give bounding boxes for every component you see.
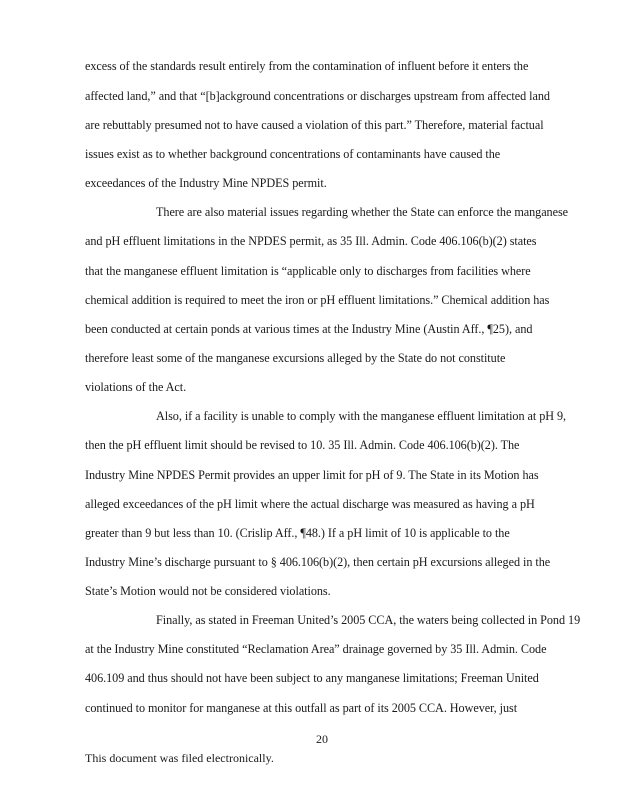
paragraph-2-line-1: There are also material issues regarding whether the State can enforce the manganese	[156, 205, 569, 219]
body-line-10: been conducted at certain ponds at various times at the Industry Mine (Austin Aff., ¶25), and	[85, 322, 533, 336]
page-number: 20	[316, 732, 328, 746]
body-line-8: that the manganese effluent limitation is “applicable only to discharges from facilities where	[85, 264, 531, 278]
body-line-2: affected land,” and that “[b]ackground concentrations or discharges upstream from affected land	[85, 89, 550, 103]
body-line-5: exceedances of the Industry Mine NPDES permit.	[85, 176, 327, 190]
body-line-3: are rebuttably presumed not to have caused a violation of this part.” Therefore, material factual	[85, 118, 544, 132]
paragraph-4-line-1: Finally, as stated in Freeman United’s 2005 CCA, the waters being collected in Pond 19	[156, 613, 581, 627]
body-line-18: Industry Mine’s discharge pursuant to § 406.106(b)(2), then certain pH excursions alleged in the	[85, 555, 551, 569]
body-line-4: issues exist as to whether background concentrations of contaminants have caused the	[85, 147, 501, 161]
body-line-23: continued to monitor for manganese at this outfall as part of its 2005 CCA. However, just	[85, 701, 518, 715]
body-line-17: greater than 9 but less than 10. (Crislip Aff., ¶48.) If a pH limit of 10 is applicable to the	[85, 526, 510, 540]
body-line-22: 406.109 and thus should not have been subject to any manganese limitations; Freeman United	[85, 671, 539, 685]
body-line-9: chemical addition is required to meet the iron or pH effluent limitations.” Chemical addition has	[85, 293, 550, 307]
body-line-7: and pH effluent limitations in the NPDES permit, as 35 Ill. Admin. Code 406.106(b)(2) states	[85, 234, 537, 248]
footer-filed-notice: This document was filed electronically.	[85, 751, 274, 765]
body-line-11: therefore least some of the manganese excursions alleged by the State do not constitute	[85, 351, 506, 365]
body-line-21: at the Industry Mine constituted “Reclamation Area” drainage governed by 35 Ill. Admin. Code	[85, 642, 547, 656]
body-line-15: Industry Mine NPDES Permit provides an upper limit for pH of 9. The State in its Motion has	[85, 468, 539, 482]
body-line-19: State’s Motion would not be considered violations.	[85, 584, 331, 598]
paragraph-3-line-1: Also, if a facility is unable to comply with the manganese effluent limitation at pH 9,	[156, 409, 567, 423]
body-line-1: excess of the standards result entirely from the contamination of influent before it enters the	[85, 59, 529, 73]
body-line-12: violations of the Act.	[85, 380, 187, 394]
body-line-16: alleged exceedances of the pH limit where the actual discharge was measured as having a pH	[85, 497, 535, 511]
body-line-14: then the pH effluent limit should be revised to 10. 35 Ill. Admin. Code 406.106(b)(2). The	[85, 438, 520, 452]
